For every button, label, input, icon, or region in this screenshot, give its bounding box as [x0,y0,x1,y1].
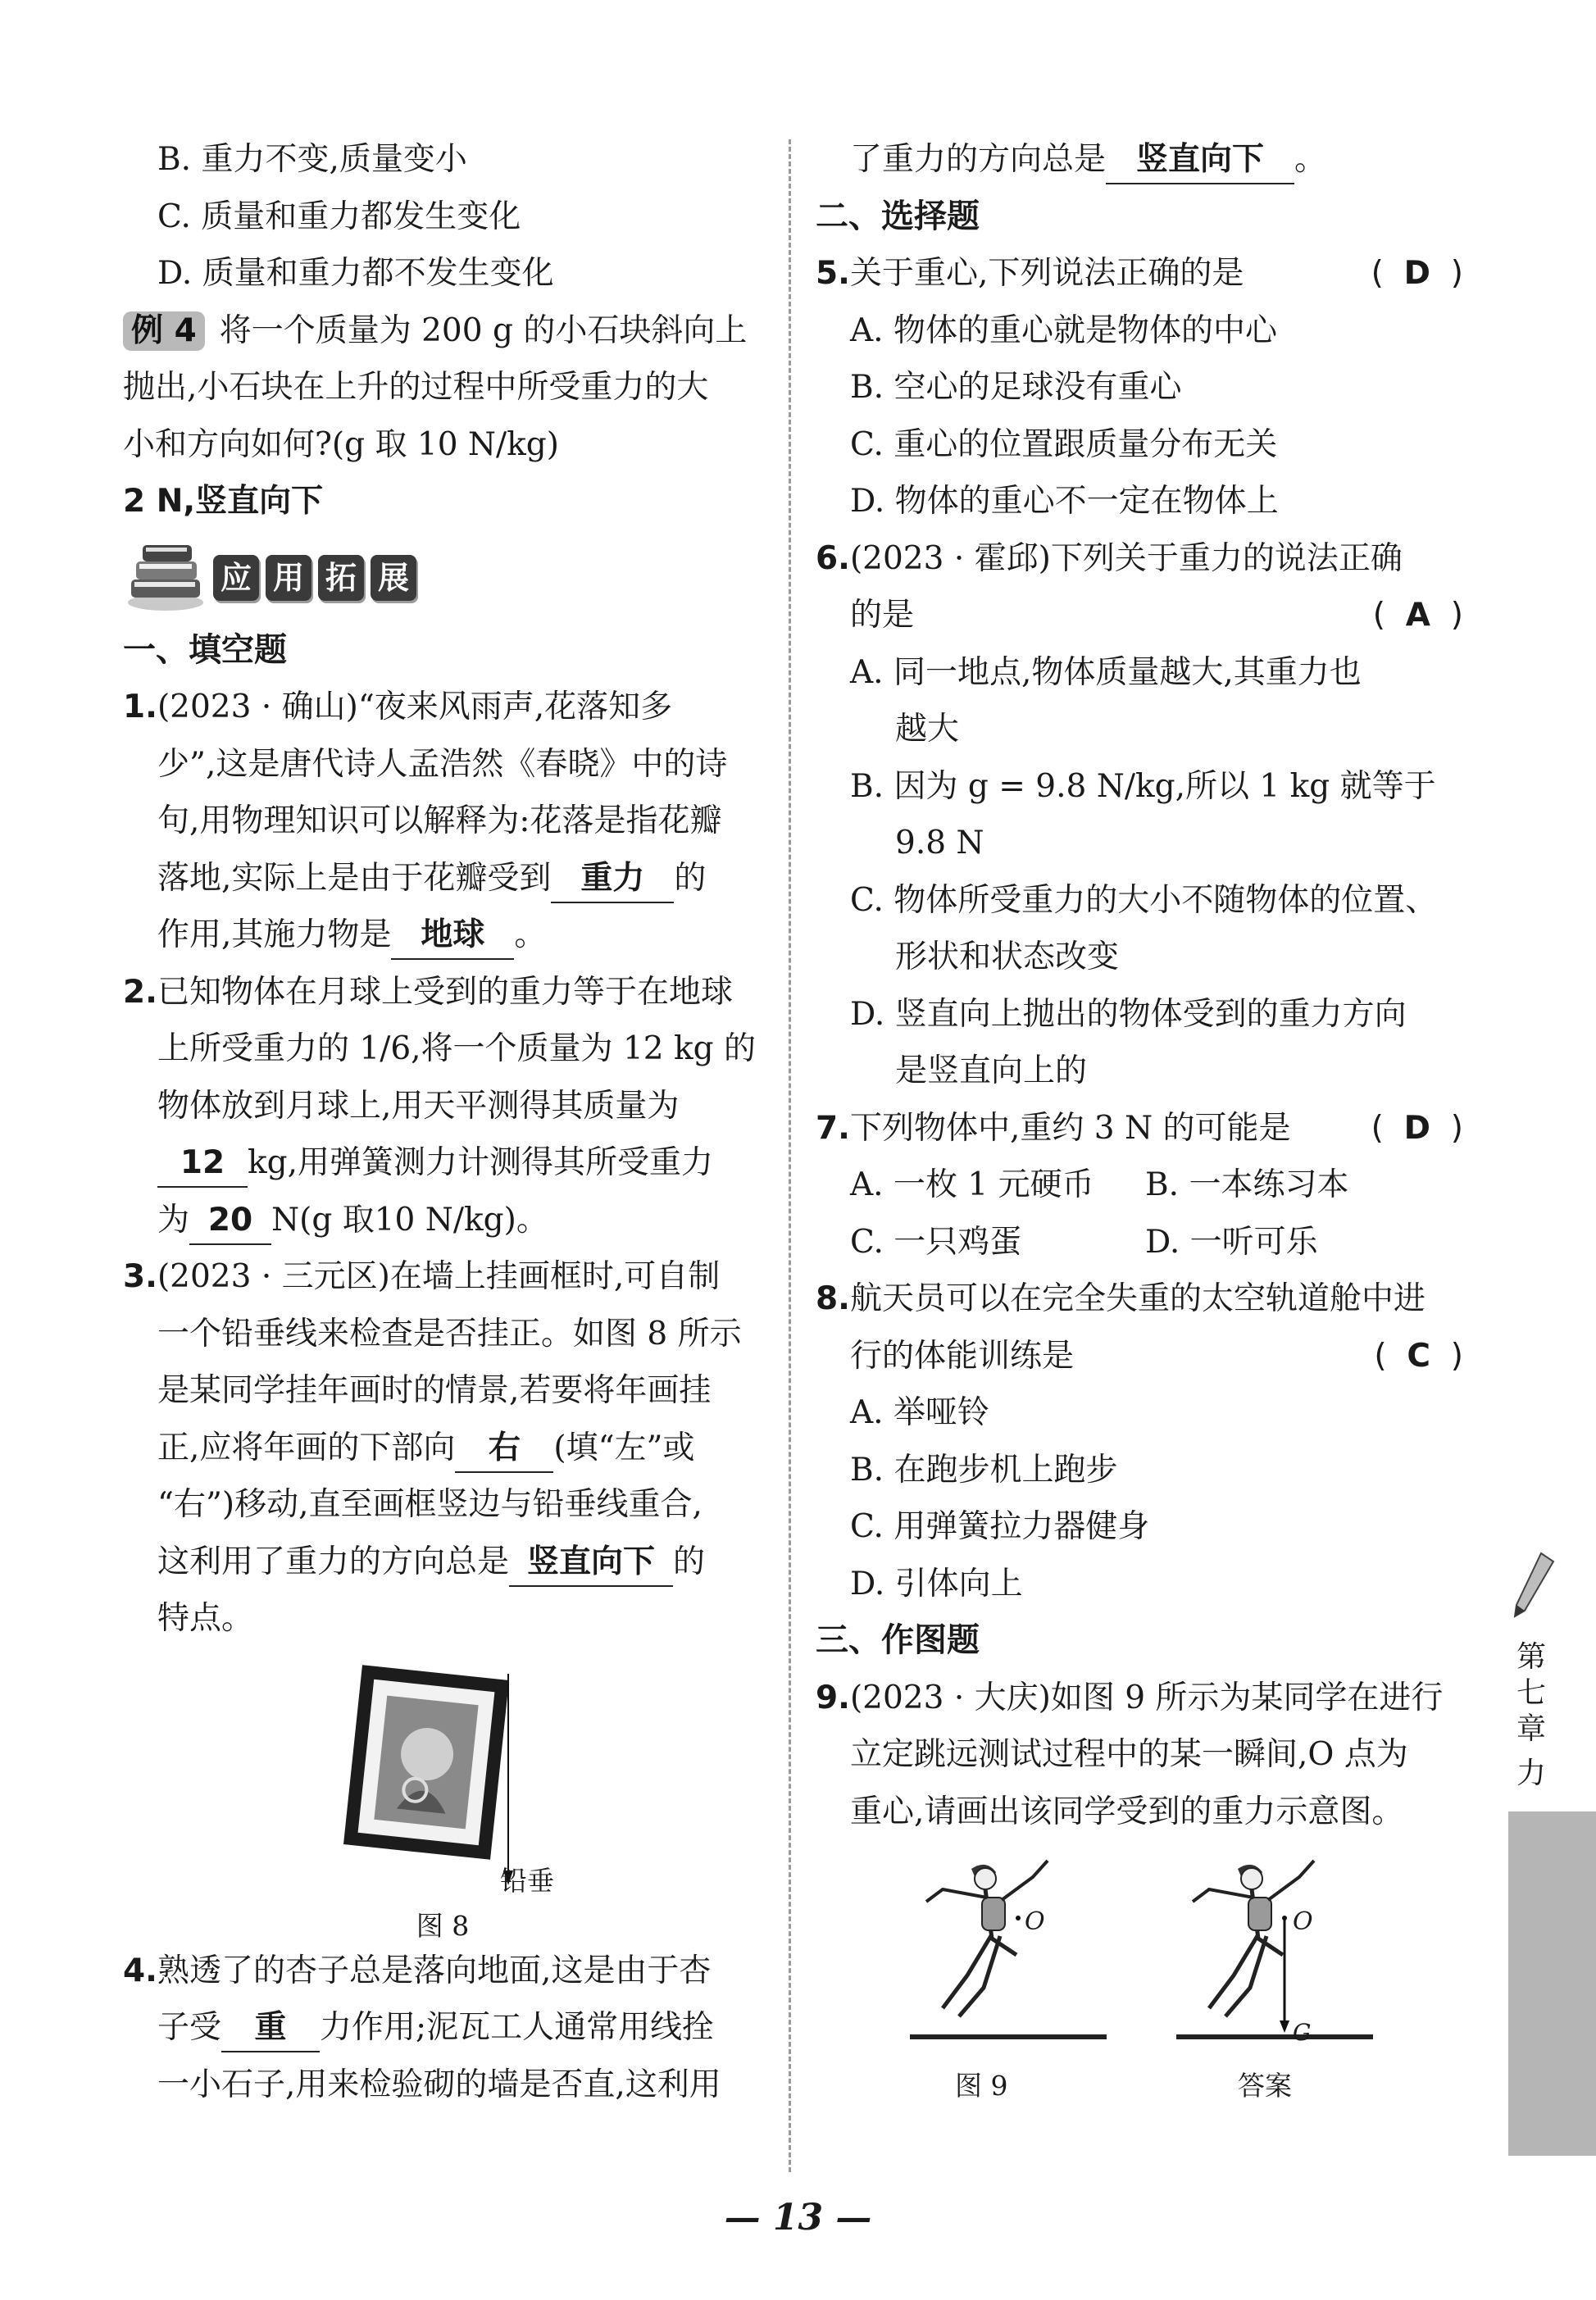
example-text-line: 抛出,小石块在上升的过程中所受重力的大 [123,369,709,406]
question-6 [816,530,1463,588]
answer-letter: C [1407,1337,1430,1375]
option-b: B. 重力不变,质量变小 [157,141,467,178]
question-text: 熟透了的杏子总是落向地面,这是由于杏 [157,1952,712,1989]
answer-choice: ( D ) [1371,255,1463,292]
long-jump-figure [910,1852,1115,2049]
question-text [816,131,1463,189]
question-number: 6. [816,539,850,577]
column-divider [789,139,791,2172]
question-number: 2. [123,973,157,1011]
text: 了重力的方向总是 [850,141,1107,178]
question-text: (2023 · 确山)“夜来风雨声,花落知多 [157,689,673,725]
question-5 [816,245,1463,302]
question-text [816,1328,1463,1385]
option: A. 同一地点,物体质量越大,其重力也 [850,653,1362,691]
question-text: 少”,这是唐代诗人孟浩然《春晓》中的诗 [157,745,728,783]
question-text: 下列物体中,重约 3 N 的可能是 [849,1109,1291,1147]
option: D. 物体的重心不一定在物体上 [850,483,1279,520]
text: kg,用弹簧测力计测得其所受重力 [248,1144,713,1181]
question-text: 航天员可以在完全失重的太空轨道舱中进 [849,1280,1425,1317]
option: C. 物体所受重力的大小不随物体的位置、 [850,881,1438,919]
option-cont: 是竖直向上的 [895,1052,1088,1089]
question-2 [123,964,762,1021]
question-number: 3. [123,1258,157,1295]
banner-tile: 应 [213,555,259,601]
answer-choice: ( D ) [1371,1109,1463,1147]
banner-tile: 拓 [318,555,364,601]
gravity-label: G [1293,2019,1312,2046]
example-text: 将一个质量为 200 g 的小石块斜向上 [219,311,748,349]
side-tab-bar [1508,1811,1596,2156]
question-text: (2023 · 霍邱)下列关于重力的说法正确 [849,539,1403,577]
question-number: 5. [816,255,850,292]
banner-title [213,555,416,601]
answer-blank: 重力 [551,856,674,903]
book-stack-icon [125,537,207,612]
text: 力作用;泥瓦工人通常用线拴 [320,2009,715,2046]
option: C. 一只鸡蛋 [850,1223,1022,1261]
option-row [816,1214,1463,1271]
question-text: 上所受重力的 1/6,将一个质量为 12 kg 的 [157,1030,756,1067]
question-7 [816,1100,1463,1157]
banner-tile: 展 [371,555,416,601]
option: D. 一听可乐 [1145,1223,1318,1261]
figure-8 [123,1648,762,1943]
center-of-gravity-label: O [1293,1907,1313,1936]
question-text [123,1999,762,2057]
answer-letter: A [1405,597,1430,634]
option-cont: 形状和状态改变 [895,939,1120,975]
example-4 [123,302,762,360]
option: B. 空心的足球没有重心 [850,369,1182,406]
question-text [123,850,762,907]
text: N(g 取10 N/kg)。 [271,1201,548,1239]
text: 。 [514,916,547,953]
option: D. 引体向上 [850,1565,1023,1602]
question-number: 8. [816,1280,850,1317]
chapter-label [1516,1639,1547,1792]
section-banner [123,530,762,622]
pencil-icon [1508,1549,1557,1623]
question-text: 一个铅垂线来检查是否挂正。如图 8 所示 [157,1315,742,1352]
text: 作用,其施力物是 [157,916,392,953]
question-text: 物体放到月球上,用天平测得其质量为 [157,1087,680,1125]
chapter-char: 七 [1516,1676,1547,1710]
question-text: (2023 · 大庆)如图 9 所示为某同学在进行 [849,1679,1444,1716]
question-text [123,1420,762,1477]
option: B. 一本练习本 [1145,1166,1349,1203]
text: 这利用了重力的方向总是 [157,1543,510,1580]
option: B. 因为 g = 9.8 N/kg,所以 1 kg 就等于 [850,767,1436,805]
answer-letter: D [1403,1109,1430,1147]
question-number: 1. [123,689,157,725]
question-text [123,1534,762,1591]
option: C. 重心的位置跟质量分布无关 [850,425,1278,463]
question-number: 9. [816,1679,850,1716]
text: 。 [1294,141,1327,178]
chapter-char: 章 [1516,1712,1547,1746]
answer-blank: 重 [221,2005,320,2052]
example-text-line: 小和方向如何?(g 取 10 N/kg) [123,425,559,463]
question-text: 关于重心,下列说法正确的是 [849,255,1244,292]
option-cont: 越大 [895,711,960,748]
answer-blank: 地球 [391,912,514,960]
option-cont: 9.8 N [895,825,984,861]
option-c: C. 质量和重力都发生变化 [157,198,521,235]
section-heading-fill: 一、填空题 [123,630,287,669]
question-text: 特点。 [157,1600,254,1637]
text: 正,应将年画的下部向 [157,1429,456,1466]
chapter-char: 力 [1516,1757,1547,1790]
answer-choice: ( C ) [1374,1337,1463,1375]
question-text: 已知物体在月球上受到的重力等于在地球 [157,973,733,1011]
example-answer: 2 N,竖直向下 [123,483,324,520]
text: 落地,实际上是由于花瓣受到 [157,859,552,897]
center-of-gravity-label: O [1025,1907,1045,1936]
question-text: 是某同学挂年画时的情景,若要将年画挂 [157,1372,712,1409]
option: D. 竖直向上抛出的物体受到的重力方向 [850,995,1407,1033]
figure-caption: 答案 [1238,2070,1292,2102]
option-d: D. 质量和重力都不发生变化 [157,255,554,292]
chapter-char: 第 [1516,1640,1547,1674]
section-heading-drawing: 三、作图题 [816,1621,980,1659]
text: 的是 [850,597,915,634]
page-number: — 13 — [724,2197,872,2239]
answer-blank: 20 [189,1198,271,1245]
text: 为 [157,1201,190,1239]
answer-letter: D [1403,255,1430,292]
figure-9 [816,1840,1463,2111]
option: A. 物体的重心就是物体的中心 [850,311,1277,349]
answer-blank: 竖直向下 [1106,137,1294,184]
question-3 [123,1248,762,1306]
question-text [123,907,762,964]
question-text [816,587,1463,644]
plumb-label: 铅垂 [500,1864,554,1897]
text: 的 [673,1543,706,1580]
long-jump-answer-figure [1176,1852,1381,2049]
question-text: 重心,请画出该同学受到的重力示意图。 [850,1793,1404,1830]
text: 子受 [157,2009,222,2046]
chapter-side-tab [1508,1639,1596,1844]
question-text: 句,用物理知识可以解释为:花落是指花瓣 [157,802,722,839]
question-8 [816,1270,1463,1328]
question-text: 立定跳远测试过程中的某一瞬间,O 点为 [850,1736,1408,1773]
question-number: 4. [123,1952,157,1989]
figure-caption: 图 9 [955,2070,1008,2102]
answer-choice: ( A ) [1372,597,1463,634]
answer-blank: 右 [455,1425,553,1473]
question-9 [816,1670,1463,1727]
text: 的 [674,859,707,897]
question-text [123,1192,762,1249]
text: (填“左”或 [553,1429,695,1466]
question-number: 7. [816,1109,850,1147]
example-badge: 例 4 [123,311,205,351]
figure-caption: 图 8 [416,1909,470,1942]
option: C. 用弹簧拉力器健身 [850,1508,1150,1545]
question-text: 一小石子,用来检验砌的墙是否直,这利用 [157,2066,721,2103]
left-column [123,131,762,2113]
text: 行的体能训练是 [850,1337,1075,1375]
option: A. 举哑铃 [850,1394,989,1431]
section-heading-choice: 二、选择题 [816,197,980,235]
option: B. 在跑步机上跑步 [850,1451,1118,1489]
answer-blank: 12 [157,1140,248,1188]
banner-tile: 用 [266,555,311,601]
right-column [816,131,1463,2111]
option: A. 一枚 1 元硬币 [850,1166,1094,1203]
option-row [816,1157,1463,1214]
question-text: (2023 · 三元区)在墙上挂画框时,可自制 [157,1258,721,1295]
answer-blank: 竖直向下 [509,1539,673,1587]
question-text: “右”)移动,直至画框竖边与铅垂线重合, [157,1486,703,1523]
question-1 [123,679,762,736]
question-text [123,1134,762,1192]
